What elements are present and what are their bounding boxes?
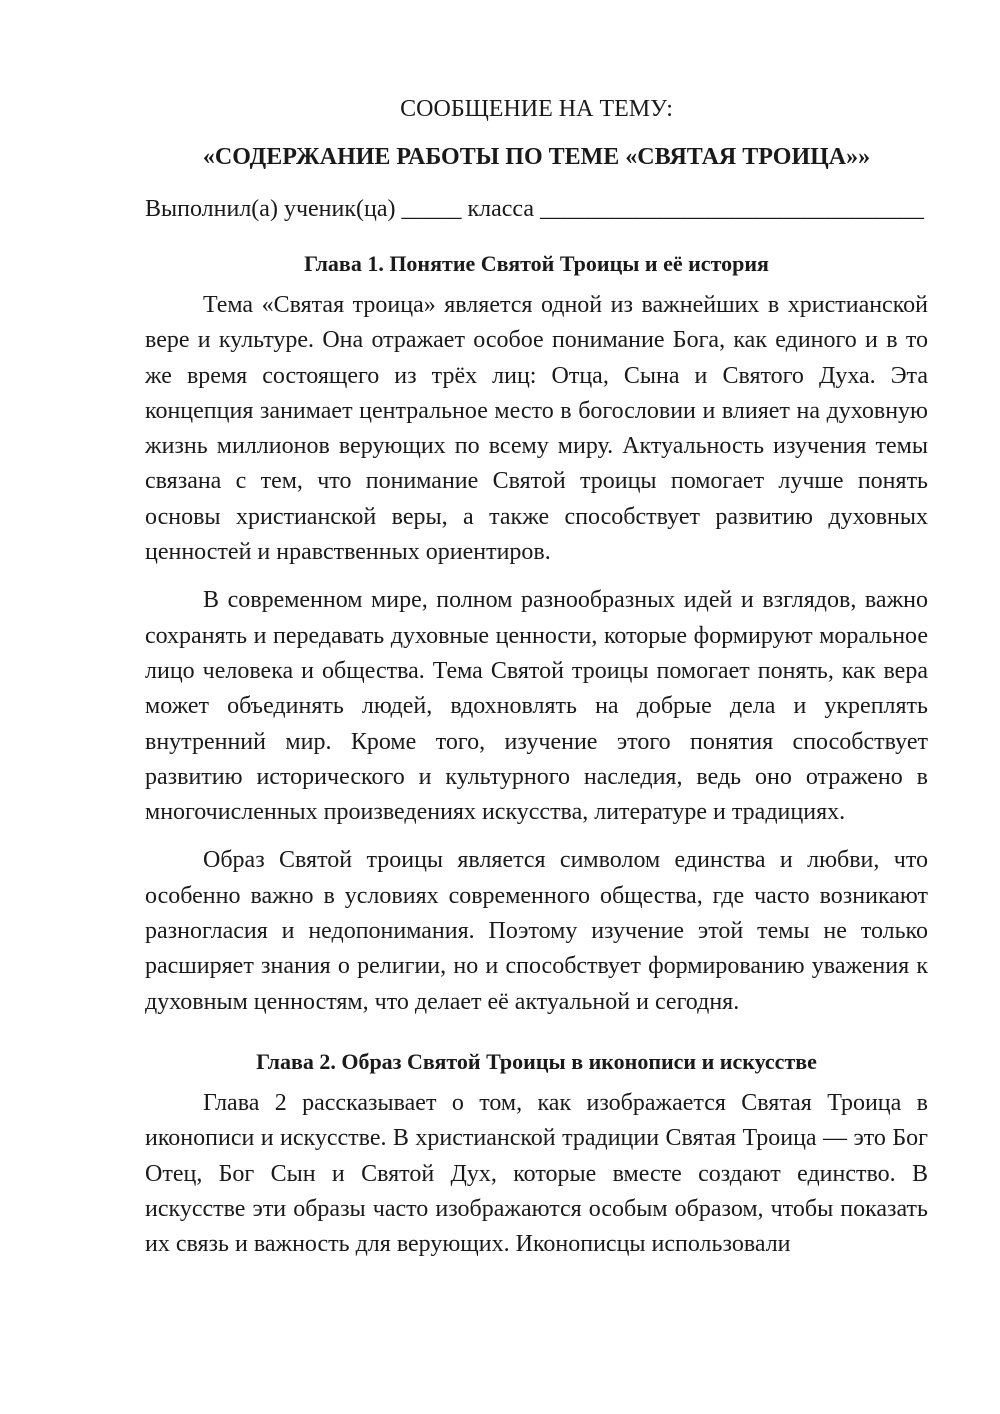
paragraph: Тема «Святая троица» является одной из важнейших в христианской вере и культуре. Она отражает особое понимание Бога, как единого и в то же время состоящего из трёх лиц: Отца, Сына и Святого Духа. Эта концепция занимает центральное место в богословии и влияет на духовную жизнь миллионов верующих по всему миру. Актуальность изучения темы связана с тем, что понимание Святой троицы помогает лучше понять основы христианской веры, а также способствует развитию духовных ценностей и нравственных ориентиров.: [145, 292, 928, 566]
paragraph: Глава 2 рассказывает о том, как изображается Святая Троица в иконописи и искусстве. В христианской традиции Святая Троица — это Бог Отец, Бог Сын и Святой Дух, которые вместе создают единство. В искусстве эти образы часто изображаются особым образом, чтобы показать их связь и важность для верующих. Иконописцы использовали: [145, 1089, 928, 1258]
paragraph: Образ Святой троицы является символом единства и любви, что особенно важно в условиях современного общества, где часто возникают разногласия и недопонимания. Поэтому изучение этой темы не только расширяет знания о религии, но и способствует формированию уважения к духовным ценностям, что делает её актуальной и сегодня.: [145, 847, 928, 1015]
document-page: [145, 92, 928, 1275]
chapter-heading: Глава 1. Понятие Святой Троицы и её история: [304, 251, 769, 276]
document-subtitle: «СОДЕРЖАНИЕ РАБОТЫ ПО ТЕМЕ «СВЯТАЯ ТРОИЦА»»: [202, 144, 871, 170]
author-line: Выполнил(а) ученик(ца) _____ класса ________________________________: [145, 196, 925, 222]
chapter-2: [145, 1046, 928, 1262]
document-title: СООБЩЕНИЕ НА ТЕМУ:: [400, 96, 673, 122]
paragraph: В современном мире, полном разнообразных идей и взглядов, важно сохранять и передавать духовные ценности, которые формируют моральное лицо человека и общества. Тема Святой троицы помогает понять, как вера может объединять людей, вдохновлять на добрые дела и укреплять внутренний мир. Кроме того, изучение этого понятия способствует развитию исторического и культурного наследия, ведь оно отражено в многочисленных произведениях искусства, литературе и традициях.: [145, 587, 928, 826]
chapter-heading: Глава 2. Образ Святой Троицы в иконописи и искусстве: [256, 1048, 817, 1074]
chapter-1: [145, 248, 928, 1020]
